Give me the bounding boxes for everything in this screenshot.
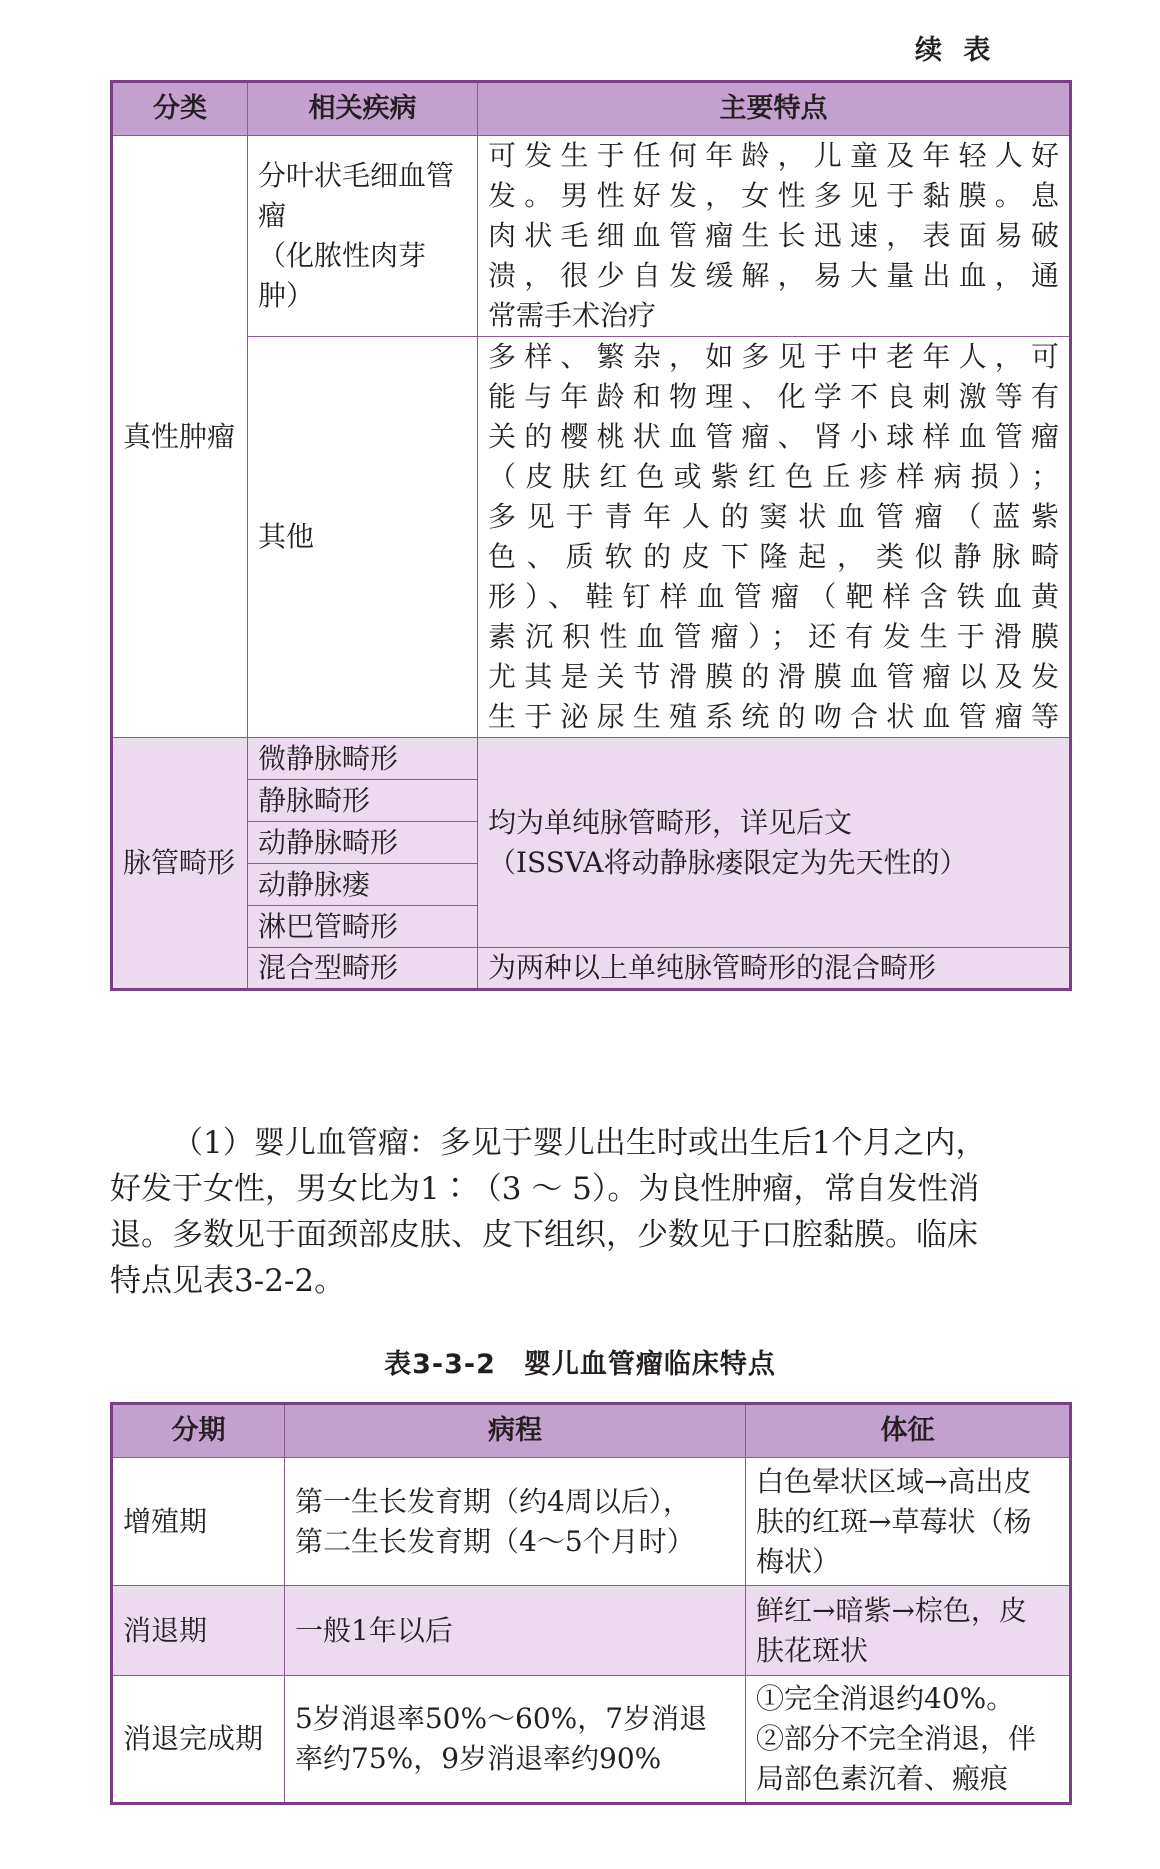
table-row <box>112 136 1071 337</box>
course-cell: 5岁消退率50%～60%，7岁消退 率约75%，9岁消退率约90% <box>285 1676 746 1804</box>
stage-cell: 消退完成期 <box>112 1676 285 1804</box>
header-main-features: 主要特点 <box>478 82 1071 136</box>
signs-cell: 鲜红→暗紫→棕色，皮 肤花斑状 <box>746 1586 1071 1676</box>
header-category: 分类 <box>112 82 248 136</box>
features-cell: 为两种以上单纯脉管畸形的混合畸形 <box>478 948 1071 990</box>
course-cell: 一般1年以后 <box>285 1586 746 1676</box>
table-row <box>112 337 1071 738</box>
table-row <box>112 1458 1071 1586</box>
stage-cell: 消退期 <box>112 1586 285 1676</box>
signs-cell: 白色晕状区域→高出皮 肤的红斑→草莓状（杨 梅状） <box>746 1458 1071 1586</box>
table-row <box>112 948 1071 990</box>
table-caption: 表3-3-2 婴儿血管瘤临床特点 <box>384 1349 776 1380</box>
table-row <box>112 1586 1071 1676</box>
category-vascular-malformation: 脉管畸形 <box>112 738 248 990</box>
disease-cell: 动静脉畸形 <box>248 822 478 864</box>
signs-cell: ①完全消退约40%。 ②部分不完全消退，伴 局部色素沉着、瘢痕 <box>746 1676 1071 1804</box>
body-paragraph: （1）婴儿血管瘤：多见于婴儿出生时或出生后1个月之内， 好发于女性，男女比为1∶（3 ～ 5）。为良性肿瘤，常自发性消 退。多数见于面颈部皮肤、皮下组织，少数见于口腔黏膜。临床 特点见表3-2-2。 <box>110 1125 987 1299</box>
disease-cell: 微静脉畸形 <box>248 738 478 780</box>
disease-cell: 混合型畸形 <box>248 948 478 990</box>
header-signs: 体征 <box>746 1404 1071 1458</box>
disease-cell: 动静脉瘘 <box>248 864 478 906</box>
course-cell: 第一生长发育期（约4周以后）， 第二生长发育期（4～5个月时） <box>285 1458 746 1586</box>
features-cell: 均为单纯脉管畸形，详见后文 （ISSVA将动静脉瘘限定为先天性的） <box>478 738 1071 948</box>
disease-cell: 静脉畸形 <box>248 780 478 822</box>
table-header-row <box>112 1404 1071 1458</box>
table-row <box>112 1676 1071 1804</box>
infantile-hemangioma-table <box>110 1402 1072 1805</box>
continued-label: 续 表 <box>915 35 997 66</box>
features-cell: 多样、繁杂，如多见于中老年人，可 能与年龄和物理、化学不良刺激等有 关的樱桃状血管瘤、肾小球样血管瘤 （皮肤红色或紫红色丘疹样病损）； 多见于青年人的窦状血管瘤（蓝紫 色、质软的皮下隆起，类似静脉畸 形）、鞋钉样血管瘤（靶样含铁血黄 素沉积性血管瘤）；还有发生于滑膜 尤其是关节滑膜的滑膜血管瘤以及发 生于泌尿生殖系统的吻合状血管瘤等 <box>478 337 1071 738</box>
disease-cell: 其他 <box>248 337 478 738</box>
header-related-disease: 相关疾病 <box>248 82 478 136</box>
disease-cell: 淋巴管畸形 <box>248 906 478 948</box>
disease-cell: 分叶状毛细血管瘤 （化脓性肉芽肿） <box>248 136 478 337</box>
table-row <box>112 738 1071 780</box>
table-header-row <box>112 82 1071 136</box>
category-true-tumor: 真性肿瘤 <box>112 136 248 738</box>
header-stage: 分期 <box>112 1404 285 1458</box>
features-cell: 可发生于任何年龄，儿童及年轻人好 发。男性好发，女性多见于黏膜。息 肉状毛细血管瘤生长迅速，表面易破 溃，很少自发缓解，易大量出血，通 常需手术治疗 <box>478 136 1071 337</box>
vascular-anomaly-table-continued <box>110 80 1072 991</box>
header-course: 病程 <box>285 1404 746 1458</box>
stage-cell: 增殖期 <box>112 1458 285 1586</box>
